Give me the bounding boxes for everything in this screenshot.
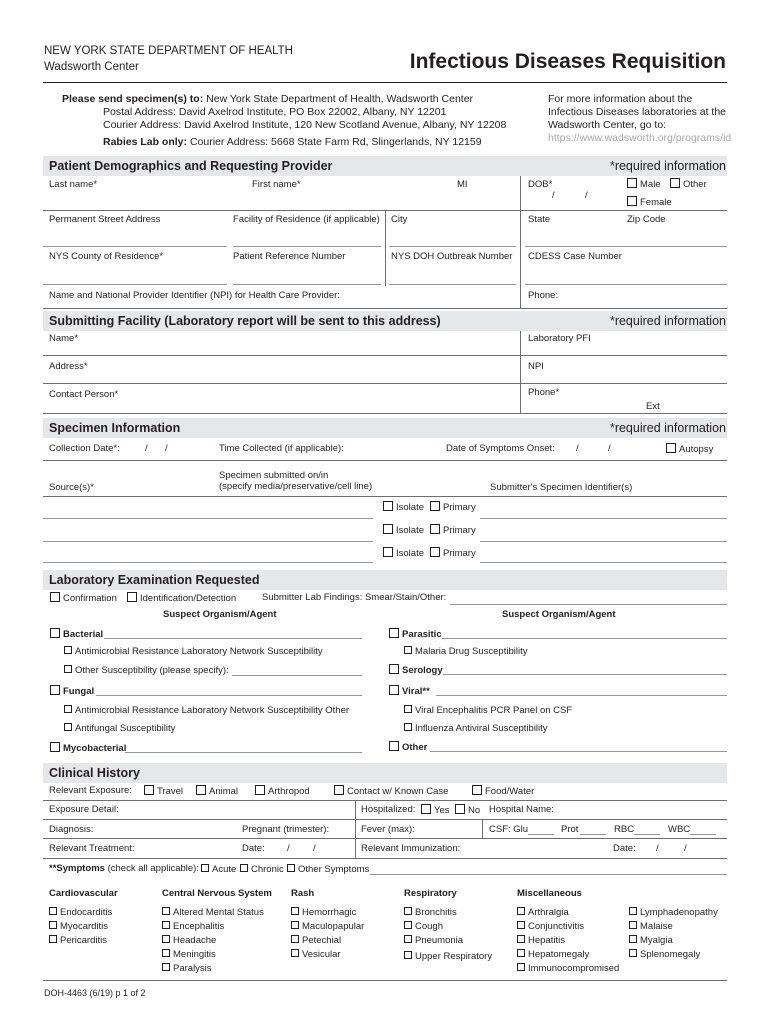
- serology-option[interactable]: Serology: [389, 664, 443, 677]
- autopsy-option[interactable]: Autopsy: [666, 443, 713, 456]
- patient-section-title: Patient Demographics and Requesting Provider: [49, 159, 333, 173]
- pfi-divider: [520, 331, 521, 355]
- bacterial-option[interactable]: Bacterial: [50, 628, 103, 641]
- form-title: Infectious Diseases Requisition: [409, 50, 726, 73]
- bacterial-checkbox[interactable]: [50, 628, 60, 638]
- viral-option[interactable]: Viral**: [389, 685, 430, 698]
- arthralgia-checkbox[interactable]: [517, 907, 525, 915]
- city-field[interactable]: [389, 246, 516, 247]
- csf-divider: [482, 819, 483, 838]
- female-checkbox[interactable]: [627, 196, 637, 206]
- isolate-checkbox-2[interactable]: [383, 524, 393, 534]
- submitted-on-label1: Specimen submitted on/in: [219, 470, 329, 481]
- specimen-required-note: *required information: [609, 421, 726, 435]
- hospitalized-no-option[interactable]: No: [455, 804, 480, 817]
- fungal-option[interactable]: Fungal: [50, 685, 94, 698]
- exposure-detail-label: Exposure Detail:: [49, 804, 119, 815]
- misc-item[interactable]: Arthralgia: [517, 907, 569, 919]
- state-label: State: [528, 214, 551, 225]
- rash-title: Rash: [291, 888, 315, 899]
- hemorrhagic-checkbox[interactable]: [291, 907, 299, 915]
- state-divider: [520, 210, 521, 248]
- amr-other-checkbox[interactable]: [64, 705, 72, 713]
- csf-prot-field[interactable]: [580, 834, 606, 835]
- animal-option[interactable]: Animal: [196, 785, 248, 798]
- amr-checkbox[interactable]: [64, 646, 72, 654]
- outbreak-field[interactable]: [389, 284, 516, 285]
- hospitalized-yes-option[interactable]: Yes: [421, 804, 450, 817]
- rash-item[interactable]: Petechial: [291, 935, 341, 947]
- no-checkbox[interactable]: [455, 804, 465, 814]
- specimen-identifier-label: Submitter's Specimen Identifier(s): [490, 482, 633, 493]
- source-field-3[interactable]: [43, 562, 373, 563]
- parasitic-checkbox[interactable]: [389, 628, 399, 638]
- misc-item[interactable]: Lymphadenopathy: [629, 907, 718, 919]
- arthropod-option[interactable]: Arthropod: [255, 785, 310, 798]
- exposure-label: Relevant Exposure:: [49, 785, 132, 796]
- dob-slash-2: /: [585, 190, 588, 201]
- sex-other-option[interactable]: Other: [670, 178, 707, 191]
- dob-label: DOB*: [528, 179, 553, 190]
- patient-ref-field[interactable]: [233, 284, 381, 285]
- upper-respiratory-checkbox[interactable]: [404, 951, 412, 959]
- npi-label: NPI: [528, 361, 544, 372]
- diagnosis-label: Diagnosis:: [49, 824, 94, 835]
- cns-item[interactable]: Headache: [162, 935, 216, 947]
- misc-item[interactable]: Myalgia: [629, 935, 673, 947]
- facility-name-label: Name*: [49, 333, 79, 344]
- mycobacterial-option[interactable]: Mycobacterial: [50, 742, 126, 755]
- state-zip-field[interactable]: [525, 246, 727, 247]
- fungal-field[interactable]: [96, 695, 362, 696]
- isolate-option-2[interactable]: Isolate: [383, 524, 424, 537]
- sex-male-option[interactable]: Male: [627, 178, 661, 191]
- specimen-section-title: Specimen Information: [49, 421, 181, 435]
- hepatitis-checkbox[interactable]: [517, 935, 525, 943]
- other-susceptibility-option[interactable]: Other Susceptibility (please specify):: [64, 665, 229, 677]
- source-field-1[interactable]: [43, 518, 373, 519]
- cdess-field[interactable]: [525, 284, 727, 285]
- rash-item[interactable]: Maculopapular: [291, 921, 364, 933]
- npi-divider: [520, 355, 521, 383]
- headache-checkbox[interactable]: [162, 935, 170, 943]
- header-rule: [43, 82, 727, 83]
- misc-title: Miscellaneous: [517, 888, 582, 899]
- treatment-date-label: Date:: [242, 843, 265, 854]
- malaria-option[interactable]: Malaria Drug Susceptibility: [404, 646, 527, 658]
- exposure-rule: [43, 800, 727, 801]
- agency-name: NEW YORK STATE DEPARTMENT OF HEALTH: [44, 45, 293, 57]
- contact-rule: [43, 413, 727, 414]
- lab-findings-label: Submitter Lab Findings: Smear/Stain/Other:: [262, 592, 447, 603]
- cns-item[interactable]: Altered Mental Status: [162, 907, 264, 919]
- bronchitis-checkbox[interactable]: [404, 907, 412, 915]
- facility-section-title: Submitting Facility (Laboratory report will be sent to this address): [49, 314, 441, 328]
- immunization-label: Relevant Immunization:: [361, 843, 461, 854]
- resp-item[interactable]: Pneumonia: [404, 935, 463, 947]
- yes-checkbox[interactable]: [421, 804, 431, 814]
- hospitalized-label: Hospitalized:: [361, 804, 416, 815]
- outbreak-label: NYS DOH Outbreak Number: [391, 251, 513, 262]
- treatment-rule: [43, 858, 727, 859]
- immunocompromised-checkbox[interactable]: [517, 963, 525, 971]
- misc-item[interactable]: Malaise: [629, 921, 673, 933]
- hepatomegaly-checkbox[interactable]: [517, 949, 525, 957]
- pneumonia-checkbox[interactable]: [404, 935, 412, 943]
- facility-residence-field[interactable]: [233, 246, 381, 247]
- treatment-slash-2: /: [313, 843, 316, 854]
- dob-divider: [520, 176, 521, 210]
- misc-item[interactable]: Immunocompromised: [517, 963, 619, 975]
- myocarditis-checkbox[interactable]: [49, 921, 57, 929]
- endocarditis-checkbox[interactable]: [49, 907, 57, 915]
- submitted-on-label2: (specify media/preservative/cell line): [219, 481, 373, 492]
- form-number: DOH-4463 (6/19) p 1 of 2: [44, 988, 146, 998]
- first-name-label: First name*: [252, 179, 301, 190]
- symptoms-label: **Symptoms (check all applicable):: [49, 863, 199, 874]
- info-line1: For more information about the: [548, 93, 693, 105]
- footer-rule: [43, 980, 727, 981]
- pericarditis-checkbox[interactable]: [49, 935, 57, 943]
- cdess-divider: [520, 248, 521, 286]
- cough-checkbox[interactable]: [404, 921, 412, 929]
- street-label: Permanent Street Address: [49, 214, 161, 225]
- identifier-field-2[interactable]: [480, 541, 727, 542]
- clinical-section-title: Clinical History: [49, 766, 140, 780]
- lab-pfi-label: Laboratory PFI: [528, 333, 591, 344]
- mi-label: MI: [457, 179, 468, 190]
- primary-option-2[interactable]: Primary: [430, 524, 476, 537]
- other-lab-field[interactable]: [430, 751, 727, 752]
- cns-item[interactable]: Encephalitis: [162, 921, 224, 933]
- ext-label: Ext: [646, 401, 660, 412]
- exposure-detail-rule: [43, 819, 727, 820]
- info-line3: Wadsworth Center, go to:: [548, 119, 667, 131]
- primary-checkbox-3[interactable]: [430, 547, 440, 557]
- collection-slash-2: /: [165, 443, 168, 454]
- collection-slash-1: /: [145, 443, 148, 454]
- viral-checkbox[interactable]: [389, 685, 399, 695]
- influenza-option[interactable]: Influenza Antiviral Susceptibility: [404, 723, 548, 735]
- zip-label: Zip Code: [627, 214, 666, 225]
- arthropod-checkbox[interactable]: [255, 785, 265, 795]
- vesicular-checkbox[interactable]: [291, 949, 299, 957]
- confirmation-checkbox[interactable]: [50, 592, 60, 602]
- cdess-label: CDESS Case Number: [528, 251, 622, 262]
- csf-rbc-label: RBC: [614, 824, 635, 835]
- cardio-item[interactable]: Myocarditis: [49, 921, 108, 933]
- csf-wbc-field[interactable]: [690, 834, 716, 835]
- travel-option[interactable]: Travel: [144, 785, 183, 798]
- primary-checkbox-2[interactable]: [430, 524, 440, 534]
- encephalitis-checkbox[interactable]: [162, 921, 170, 929]
- csf-rbc-field[interactable]: [634, 834, 660, 835]
- identification-checkbox[interactable]: [127, 592, 137, 602]
- provider-phone-label: Phone:: [528, 290, 559, 301]
- cns-item[interactable]: Meningitis: [162, 949, 216, 961]
- csf-glu-label: CSF: Glu: [489, 824, 529, 835]
- serology-checkbox[interactable]: [389, 664, 399, 674]
- isolate-checkbox-1[interactable]: [383, 501, 393, 511]
- facility-residence-label: Facility of Residence (if applicable): [233, 214, 380, 225]
- outbreak-divider: [385, 248, 386, 286]
- splenomegaly-checkbox[interactable]: [629, 949, 637, 957]
- identification-option[interactable]: Identification/Detection: [127, 592, 236, 605]
- address-label: Address*: [49, 361, 88, 372]
- info-line2: Infectious Diseases laboratories at the: [548, 106, 727, 118]
- primary-option-1[interactable]: Primary: [430, 501, 476, 514]
- serology-field[interactable]: [443, 674, 727, 675]
- street-field[interactable]: [43, 246, 227, 247]
- resp-item[interactable]: Cough: [404, 921, 443, 933]
- antifungal-checkbox[interactable]: [64, 723, 72, 731]
- chronic-option[interactable]: Chronic: [240, 864, 284, 876]
- animal-checkbox[interactable]: [196, 785, 206, 795]
- send-to-block: Please send specimen(s) to: New York State Department of Health, Wadsworth Center: [62, 93, 474, 105]
- petechial-checkbox[interactable]: [291, 935, 299, 943]
- primary-option-3[interactable]: Primary: [430, 547, 476, 560]
- city-label: City: [391, 214, 408, 225]
- facility-required-note: *required information: [609, 314, 726, 328]
- diagnosis-rule: [43, 838, 727, 839]
- amr-option[interactable]: Antimicrobial Resistance Laboratory Network Susceptibility: [64, 646, 323, 658]
- male-checkbox[interactable]: [627, 178, 637, 188]
- antifungal-option[interactable]: Antifungal Susceptibility: [64, 723, 175, 735]
- meningitis-checkbox[interactable]: [162, 949, 170, 957]
- chronic-checkbox[interactable]: [240, 864, 248, 872]
- contact-case-checkbox[interactable]: [334, 785, 344, 795]
- patient-ref-label: Patient Reference Number: [233, 251, 346, 262]
- address-rule: [43, 383, 727, 384]
- identifier-field-1[interactable]: [480, 518, 727, 519]
- hospital-name-label: Hospital Name:: [489, 804, 554, 815]
- last-name-label: Last name*: [49, 179, 98, 190]
- city-divider: [385, 210, 386, 248]
- cns-title: Central Nervous System: [162, 888, 272, 899]
- treatment-slash-1: /: [287, 843, 290, 854]
- misc-item[interactable]: Hepatomegaly: [517, 949, 589, 961]
- pregnant-label: Pregnant (trimester):: [242, 824, 330, 835]
- county-field[interactable]: [43, 284, 227, 285]
- isolate-option-3[interactable]: Isolate: [383, 547, 424, 560]
- facility-name-rule: [43, 355, 727, 356]
- other-symptoms-checkbox[interactable]: [287, 864, 295, 872]
- rabies-address: Rabies Lab only: Courier Address: 5668 State Farm Rd, Slingerlands, NY 12159: [103, 136, 482, 148]
- rash-item[interactable]: Hemorrhagic: [291, 907, 356, 919]
- other-susceptibility-field[interactable]: [232, 675, 362, 676]
- source-field-2[interactable]: [43, 541, 373, 542]
- immunization-date-label: Date:: [613, 843, 636, 854]
- onset-label: Date of Symptoms Onset:: [446, 443, 555, 454]
- contact-case-option[interactable]: Contact w/ Known Case: [334, 785, 448, 798]
- clinical-mid-divider: [355, 800, 356, 858]
- other-symptoms-option[interactable]: Other Symptoms: [287, 864, 369, 876]
- sources-header-rule: [43, 496, 727, 497]
- npi-provider-label: Name and National Provider Identifier (NPI) for Health Care Provider:: [49, 290, 340, 301]
- malaria-checkbox[interactable]: [404, 646, 412, 654]
- food-water-checkbox[interactable]: [472, 785, 482, 795]
- csf-prot-label: Prot: [561, 824, 579, 835]
- misc-item[interactable]: Conjunctivitis: [517, 921, 584, 933]
- conjunctivitis-checkbox[interactable]: [517, 921, 525, 929]
- contact-person-label: Contact Person*: [49, 389, 119, 400]
- cardio-item[interactable]: Endocarditis: [49, 907, 112, 919]
- courier-address: Courier Address: David Axelrod Institute, 120 New Scotland Avenue, Albany, NY 12208: [103, 119, 507, 131]
- clinical-section-header: [43, 763, 727, 783]
- isolate-checkbox-3[interactable]: [383, 547, 393, 557]
- rash-item[interactable]: Vesicular: [291, 949, 341, 961]
- primary-checkbox-1[interactable]: [430, 501, 440, 511]
- lymphadenopathy-checkbox[interactable]: [629, 907, 637, 915]
- resp-title: Respiratory: [404, 888, 457, 899]
- sources-label: Source(s)*: [49, 482, 94, 493]
- other-lab-checkbox[interactable]: [389, 741, 399, 751]
- viral-pcr-checkbox[interactable]: [404, 705, 412, 713]
- collection-date-label: Collection Date*:: [49, 443, 120, 454]
- sex-female-option[interactable]: Female: [627, 196, 672, 209]
- lab-section-title: Laboratory Examination Requested: [49, 573, 260, 587]
- fungal-checkbox[interactable]: [50, 685, 60, 695]
- suspect-header-right: Suspect Organism/Agent: [502, 609, 616, 620]
- altered-mental-status-checkbox[interactable]: [162, 907, 170, 915]
- mycobacterial-field[interactable]: [125, 752, 362, 753]
- patient-required-note: *required information: [609, 159, 726, 173]
- misc-item[interactable]: Splenomegaly: [629, 949, 700, 961]
- amr-other-option[interactable]: Antimicrobial Resistance Laboratory Network Susceptibility Other: [64, 705, 349, 717]
- csf-wbc-label: WBC: [668, 824, 691, 835]
- viral-field[interactable]: [436, 695, 727, 696]
- viral-pcr-option[interactable]: Viral Encephalitis PCR Panel on CSF: [404, 705, 572, 717]
- info-url[interactable]: https://www.wadsworth.org/programs/id: [548, 132, 732, 144]
- malaise-checkbox[interactable]: [629, 921, 637, 929]
- treatment-label: Relevant Treatment:: [49, 843, 135, 854]
- autopsy-checkbox[interactable]: [666, 443, 676, 453]
- travel-checkbox[interactable]: [144, 785, 154, 795]
- onset-slash-2: /: [608, 443, 611, 454]
- county-label: NYS County of Residence*: [49, 251, 164, 262]
- resp-item[interactable]: Bronchitis: [404, 907, 457, 919]
- confirmation-option[interactable]: Confirmation: [50, 592, 117, 605]
- acute-option[interactable]: Acute: [201, 864, 236, 876]
- bacterial-field[interactable]: [104, 638, 362, 639]
- other-symptoms-field[interactable]: [370, 874, 727, 875]
- center-name: Wadsworth Center: [44, 61, 139, 73]
- mycobacterial-checkbox[interactable]: [50, 742, 60, 752]
- other-lab-option[interactable]: Other: [389, 741, 427, 754]
- time-collected-label: Time Collected (if applicable):: [219, 443, 344, 454]
- cns-item[interactable]: Paralysis: [162, 963, 212, 975]
- facility-phone-label: Phone*: [528, 387, 560, 398]
- suspect-header-left: Suspect Organism/Agent: [163, 609, 277, 620]
- collection-rule: [43, 460, 727, 461]
- resp-item[interactable]: Upper Respiratory: [404, 951, 492, 963]
- lab-findings-field[interactable]: [450, 604, 727, 605]
- paralysis-checkbox[interactable]: [162, 963, 170, 971]
- isolate-option-1[interactable]: Isolate: [383, 501, 424, 514]
- acute-checkbox[interactable]: [201, 864, 209, 872]
- fever-label: Fever (max):: [361, 824, 415, 835]
- phone-divider: [520, 383, 521, 413]
- maculopapular-checkbox[interactable]: [291, 921, 299, 929]
- onset-slash-1: /: [576, 443, 579, 454]
- postal-address: Postal Address: David Axelrod Institute, PO Box 22002, Albany, NY 12201: [103, 106, 447, 118]
- identifier-field-3[interactable]: [480, 562, 727, 563]
- other-checkbox[interactable]: [670, 178, 680, 188]
- influenza-checkbox[interactable]: [404, 723, 412, 731]
- misc-item[interactable]: Hepatitis: [517, 935, 565, 947]
- parasitic-field[interactable]: [442, 638, 727, 639]
- provider-phone-divider: [520, 286, 521, 308]
- dob-slash-1: /: [552, 190, 555, 201]
- provider-row-rule: [43, 308, 727, 309]
- other-susceptibility-checkbox[interactable]: [64, 665, 72, 673]
- immunization-slash-2: /: [684, 843, 687, 854]
- immunization-slash-1: /: [656, 843, 659, 854]
- csf-glu-field[interactable]: [528, 834, 554, 835]
- food-water-option[interactable]: Food/Water: [472, 785, 534, 798]
- myalgia-checkbox[interactable]: [629, 935, 637, 943]
- parasitic-option[interactable]: Parasitic: [389, 628, 442, 641]
- cardio-title: Cardiovascular: [49, 888, 118, 899]
- cardio-item[interactable]: Pericarditis: [49, 935, 107, 947]
